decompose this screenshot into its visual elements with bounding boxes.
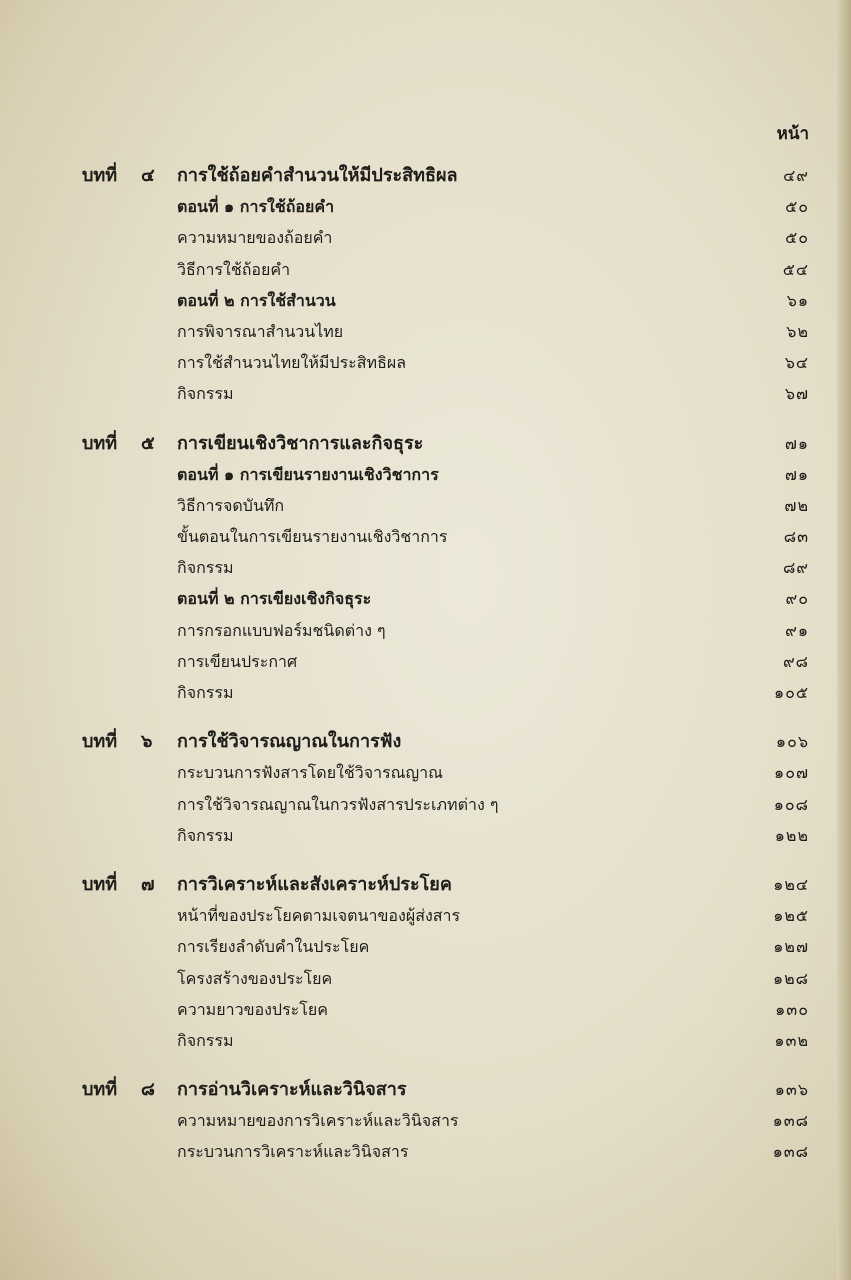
entry-page-number: ๑๓๘ <box>772 1142 809 1162</box>
toc-entry <box>0 347 851 378</box>
entry-title: ความยาวของประโยค <box>177 999 328 1019</box>
chapter-heading <box>0 160 851 191</box>
toc-entry <box>0 963 851 994</box>
entry-title: กิจกรรม <box>177 1030 234 1050</box>
entry-page-number: ๑๐๕ <box>773 683 809 702</box>
chapter-block <box>0 726 851 851</box>
chapter-heading <box>0 726 851 757</box>
entry-page-number: ๖๗ <box>784 384 809 404</box>
entry-title: การใช้สำนวนไทยให้มีประสิทธิผล <box>177 353 407 373</box>
toc-entry <box>0 789 851 820</box>
entry-page-number: ๑๓๒ <box>774 1030 809 1050</box>
entry-page-number: ๑๒๕ <box>773 906 809 926</box>
toc-entry <box>0 490 851 521</box>
toc-entry <box>0 552 851 583</box>
entry-page-number: ๕๐ <box>785 197 809 217</box>
chapter-page-number: ๑๐๖ <box>775 732 809 752</box>
chapter-word: บทที่ <box>82 432 118 454</box>
entry-title: โครงสร้างของประโยค <box>177 968 333 988</box>
toc-entry <box>0 1105 851 1136</box>
chapter-block <box>0 428 851 709</box>
entry-page-number: ๘๙ <box>782 558 809 578</box>
toc-entry <box>0 316 851 347</box>
section-entry <box>0 191 851 222</box>
chapter-title: การวิเคราะห์และสังเคราะห์ประโยค <box>177 873 452 895</box>
chapter-number: ๘ <box>141 1079 155 1101</box>
entry-page-number: ๑๓๘ <box>772 1111 809 1131</box>
toc-entry <box>0 820 851 851</box>
toc-entry <box>0 521 851 552</box>
entry-title: กิจกรรม <box>177 683 234 702</box>
entry-page-number: ๗๑ <box>784 464 809 484</box>
entry-title: ความหมายของการวิเคราะห์และวินิจสาร <box>177 1111 459 1131</box>
chapter-number: ๗ <box>141 873 155 895</box>
entry-title: การเรียงลำดับคำในประโยค <box>177 937 370 957</box>
chapter-block <box>0 1074 851 1168</box>
toc-entry <box>0 1136 851 1167</box>
entry-title: การใช้วิจารณญาณในกวรฟังสารประเภทต่าง ๆ <box>177 794 499 814</box>
chapter-page-number: ๔๙ <box>783 166 809 185</box>
entry-title: กระบวนการวิเคราะห์และวินิจสาร <box>177 1142 409 1162</box>
entry-title: กิจกรรม <box>177 825 234 845</box>
toc-entry <box>0 222 851 253</box>
table-of-contents <box>0 160 851 1186</box>
chapter-heading <box>0 428 851 459</box>
entry-page-number: ๕๐ <box>785 228 809 248</box>
chapter-word: บทที่ <box>82 1079 118 1101</box>
entry-page-number: ๑๐๗ <box>774 763 809 783</box>
entry-page-number: ๖๒ <box>786 321 809 341</box>
entry-title: ตอนที่ ๑ การใช้ถ้อยคำ <box>177 197 335 217</box>
entry-title: ตอนที่ ๒ การเขียงเชิงกิจธุระ <box>177 589 372 609</box>
chapter-heading <box>0 1074 851 1105</box>
entry-page-number: ๙๑ <box>785 620 809 640</box>
chapter-page-number: ๗๑ <box>784 433 809 453</box>
entry-page-number: ๑๒๗ <box>773 937 809 957</box>
section-entry <box>0 583 851 614</box>
toc-entry <box>0 646 851 677</box>
toc-entry <box>0 900 851 931</box>
chapter-title: การอ่านวิเคราะห์และวินิจสาร <box>177 1079 407 1101</box>
chapter-title: การเขียนเชิงวิชาการและกิจธุระ <box>177 432 424 454</box>
entry-page-number: ๖๑ <box>786 290 809 310</box>
entry-page-number: ๕๔ <box>782 259 809 279</box>
entry-title: กิจกรรม <box>177 384 234 404</box>
entry-page-number: ๑๒๘ <box>772 968 809 988</box>
entry-page-number: ๙๐ <box>785 589 809 609</box>
entry-page-number: ๙๘ <box>782 651 809 671</box>
chapter-number: ๖ <box>141 731 153 753</box>
entry-title: การเขียนประกาศ <box>177 651 298 671</box>
toc-entry <box>0 615 851 646</box>
chapter-block <box>0 869 851 1056</box>
section-entry <box>0 285 851 316</box>
entry-page-number: ๑๒๒ <box>774 825 809 845</box>
section-entry <box>0 459 851 490</box>
chapter-word: บทที่ <box>82 873 118 895</box>
entry-title: วิธีการใช้ถ้อยคำ <box>177 259 291 279</box>
entry-title: ตอนที่ ๒ การใช้สำนวน <box>177 290 336 310</box>
toc-entry <box>0 378 851 409</box>
entry-title: ความหมายของถ้อยคำ <box>177 228 333 248</box>
toc-entry <box>0 994 851 1025</box>
toc-entry <box>0 1025 851 1056</box>
entry-title: การกรอกแบบฟอร์มชนิดต่าง ๆ <box>177 620 386 640</box>
entry-page-number: ๘๓ <box>783 527 809 547</box>
entry-title: ขั้นตอนในการเขียนรายงานเชิงวิชาการ <box>177 527 448 547</box>
entry-title: การพิจารณาสำนวนไทย <box>177 321 344 341</box>
chapter-word: บทที่ <box>82 165 118 186</box>
chapter-number: ๔ <box>141 165 155 186</box>
toc-entry <box>0 677 851 708</box>
entry-page-number: ๗๒ <box>784 495 809 515</box>
chapter-heading <box>0 869 851 900</box>
entry-title: หน้าที่ของประโยคตามเจตนาของผู้ส่งสาร <box>177 906 461 926</box>
chapter-page-number: ๑๓๖ <box>774 1080 809 1100</box>
entry-title: กระบวนการฟังสารโดยใช้วิจารณญาณ <box>177 763 443 783</box>
chapter-title: การใช้วิจารณญาณในการฟัง <box>177 731 402 753</box>
toc-entry <box>0 757 851 788</box>
chapter-title: การใช้ถ้อยคำสำนวนให้มีประสิทธิผล <box>177 165 458 186</box>
page-column-header: หน้า <box>776 124 809 144</box>
toc-entry <box>0 931 851 962</box>
entry-title: ตอนที่ ๑ การเขียนรายงานเชิงวิชาการ <box>177 464 439 484</box>
chapter-block <box>0 160 851 410</box>
entry-title: กิจกรรม <box>177 558 234 578</box>
entry-title: วิธีการจดบันทึก <box>177 495 285 515</box>
entry-page-number: ๑๐๘ <box>773 794 809 814</box>
chapter-page-number: ๑๒๔ <box>773 874 809 894</box>
toc-entry <box>0 254 851 285</box>
entry-page-number: ๖๔ <box>784 353 809 373</box>
chapter-number: ๕ <box>141 432 155 454</box>
entry-page-number: ๑๓๐ <box>775 999 809 1019</box>
chapter-word: บทที่ <box>82 731 118 753</box>
